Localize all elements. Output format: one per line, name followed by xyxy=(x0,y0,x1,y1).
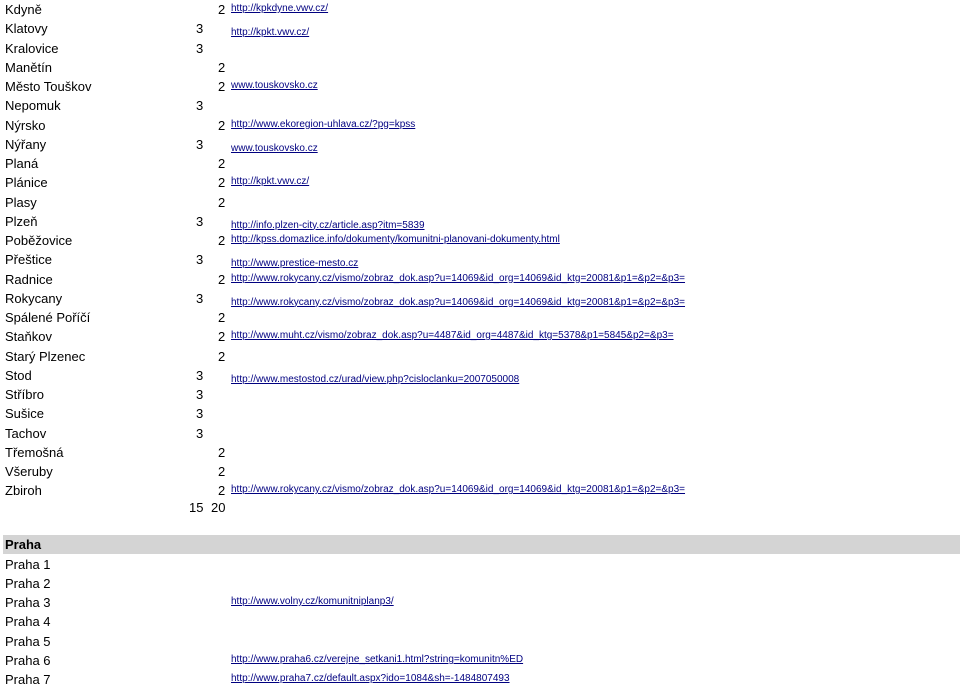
table-row xyxy=(0,231,960,250)
municipality-name: Starý Plzenec xyxy=(5,348,86,364)
planning-level-value: 2 xyxy=(218,79,226,94)
municipality-name: Radnice xyxy=(5,271,53,287)
table-row xyxy=(0,632,960,651)
table-row xyxy=(0,670,960,689)
planning-level-value: 2 xyxy=(218,175,226,191)
municipality-name: Plzeň xyxy=(5,213,38,229)
table-row xyxy=(0,289,960,308)
table-row xyxy=(0,212,960,231)
municipality-name: Plasy xyxy=(5,194,37,210)
municipality-name: Staňkov xyxy=(5,329,52,345)
planning-level-value: 3 xyxy=(196,40,204,56)
planning-level-value: 3 xyxy=(196,98,204,114)
table-row xyxy=(0,555,960,574)
link-mesto-touskov[interactable]: www.touskovsko.cz xyxy=(231,80,318,91)
municipality-name: Stod xyxy=(5,367,32,383)
section-header-praha xyxy=(3,535,960,554)
municipality-name: Kdyně xyxy=(5,2,42,17)
planning-level-value: 2 xyxy=(218,348,226,364)
district-name: Praha 6 xyxy=(5,653,51,668)
municipality-name: Spálené Poříčí xyxy=(5,310,91,325)
link-prestice[interactable]: http://www.prestice-mesto.cz xyxy=(231,258,359,270)
municipality-name: Přeštice xyxy=(5,252,52,268)
municipality-name: Klatovy xyxy=(5,21,48,37)
municipality-name: Město Touškov xyxy=(5,79,92,94)
municipality-name: Nepomuk xyxy=(5,98,61,114)
link-zbiroh[interactable]: http://www.rokycany.cz/vismo/zobraz_dok.asp?u=14069&id_org=14069&id_ktg=20081&p1=&p2=&p3= xyxy=(231,484,686,496)
planning-level-value: 2 xyxy=(218,59,226,75)
table-row xyxy=(0,173,960,192)
link-radnice[interactable]: http://www.rokycany.cz/vismo/zobraz_dok.asp?u=14069&id_org=14069&id_ktg=20081&p1=&p2=&p3= xyxy=(231,272,686,284)
link-plzen[interactable]: http://info.plzen-city.cz/article.asp?itm=5839 xyxy=(231,219,425,231)
municipality-name: Stříbro xyxy=(5,387,45,402)
table-row xyxy=(0,404,960,423)
planning-level-value: 3 xyxy=(196,367,204,383)
table-row xyxy=(0,77,960,96)
district-name: Praha 1 xyxy=(5,556,51,572)
planning-level-value: 2 xyxy=(218,233,226,248)
planning-level-value: 2 xyxy=(218,271,226,287)
table-row xyxy=(0,424,960,443)
planning-level-value: 3 xyxy=(196,21,204,37)
table-row xyxy=(0,58,960,77)
table-row xyxy=(0,193,960,212)
municipality-name: Sušice xyxy=(5,406,45,422)
total-count-3: 15 xyxy=(189,500,204,515)
link-stod[interactable]: http://www.mestostod.cz/urad/view.php?cisloclanku=2007050008 xyxy=(231,373,520,385)
municipality-name: Nýrsko xyxy=(5,117,46,133)
planning-level-value: 3 xyxy=(196,252,204,268)
municipality-name: Planá xyxy=(5,156,39,171)
link-klatovy[interactable]: http://kpkt.vwv.cz/ xyxy=(231,27,310,39)
table-row xyxy=(0,366,960,385)
table-row xyxy=(0,19,960,38)
planning-level-value: 2 xyxy=(218,329,226,345)
municipality-name: Tachov xyxy=(5,425,47,441)
table-row xyxy=(0,0,960,19)
planning-level-value: 3 xyxy=(196,425,204,441)
table-row xyxy=(0,462,960,481)
municipality-name: Poběžovice xyxy=(5,233,73,248)
planning-level-value: 3 xyxy=(196,213,204,229)
table-row xyxy=(0,96,960,115)
link-stankov[interactable]: http://www.muht.cz/vismo/zobraz_dok.asp?u=4487&id_org=4487&id_ktg=5378&p1=5845&p2=&p3= xyxy=(231,330,674,342)
planning-level-value: 2 xyxy=(218,444,226,460)
link-praha-7[interactable]: http://www.praha7.cz/default.aspx?ido=1084&sh=-1484807493 xyxy=(231,673,510,685)
link-nyrsko[interactable]: http://www.ekoregion-uhlava.cz/?pg=kpss xyxy=(231,118,416,130)
planning-level-value: 3 xyxy=(196,387,204,402)
municipality-name: Rokycany xyxy=(5,290,63,306)
planning-level-value: 2 xyxy=(218,483,226,499)
table-row xyxy=(0,347,960,366)
district-name: Praha 5 xyxy=(5,633,51,649)
table-row xyxy=(0,443,960,462)
planning-level-value: 2 xyxy=(218,156,226,171)
planning-level-value: 3 xyxy=(196,290,204,306)
totals-row xyxy=(0,498,960,517)
planning-level-value: 3 xyxy=(196,406,204,422)
table-row xyxy=(0,270,960,289)
table-row xyxy=(0,327,960,346)
table-row xyxy=(0,135,960,154)
table-row xyxy=(0,308,960,327)
link-planice[interactable]: http://kpkt.vwv.cz/ xyxy=(231,176,310,188)
table-row xyxy=(0,612,960,631)
link-praha-3[interactable]: http://www.volny.cz/komunitniplanp3/ xyxy=(231,596,394,608)
district-name: Praha 7 xyxy=(5,672,51,688)
planning-level-value: 2 xyxy=(218,117,226,133)
district-name: Praha 3 xyxy=(5,595,51,611)
planning-level-value: 2 xyxy=(218,464,226,479)
municipality-name: Manětín xyxy=(5,59,52,75)
municipality-name: Třemošná xyxy=(5,444,64,460)
section-title: Praha xyxy=(5,537,42,552)
district-name: Praha 4 xyxy=(5,614,51,630)
planning-level-value: 2 xyxy=(218,194,226,210)
planning-level-value: 3 xyxy=(196,136,204,152)
table-row xyxy=(0,385,960,404)
municipality-name: Plánice xyxy=(5,175,48,191)
table-row xyxy=(0,39,960,58)
table-row xyxy=(0,250,960,269)
link-praha-6[interactable]: http://www.praha6.cz/verejne_setkani1.html?string=komunitn%ED xyxy=(231,654,524,665)
table-row xyxy=(0,593,960,612)
link-nyrany[interactable]: www.touskovsko.cz xyxy=(231,142,318,154)
table-row xyxy=(0,651,960,670)
link-rokycany[interactable]: http://www.rokycany.cz/vismo/zobraz_dok.asp?u=14069&id_org=14069&id_ktg=20081&p1=&p2=&p3= xyxy=(231,296,686,308)
total-count-2: 20 xyxy=(211,500,226,515)
municipality-name: Kralovice xyxy=(5,40,59,56)
planning-level-value: 2 xyxy=(218,310,226,325)
municipality-name: Nýřany xyxy=(5,136,47,152)
link-kdyne[interactable]: http://kpkdyne.vwv.cz/ xyxy=(231,3,329,14)
municipality-name: Všeruby xyxy=(5,464,53,479)
municipality-name: Zbiroh xyxy=(5,483,42,499)
table-row xyxy=(0,574,960,593)
district-name: Praha 2 xyxy=(5,575,51,591)
table-row xyxy=(0,116,960,135)
link-pobezovice[interactable]: http://kpss.domazlice.info/dokumenty/komunitni-planovani-dokumenty.html xyxy=(231,234,560,245)
planning-level-value: 2 xyxy=(218,2,226,17)
table-row xyxy=(0,154,960,173)
